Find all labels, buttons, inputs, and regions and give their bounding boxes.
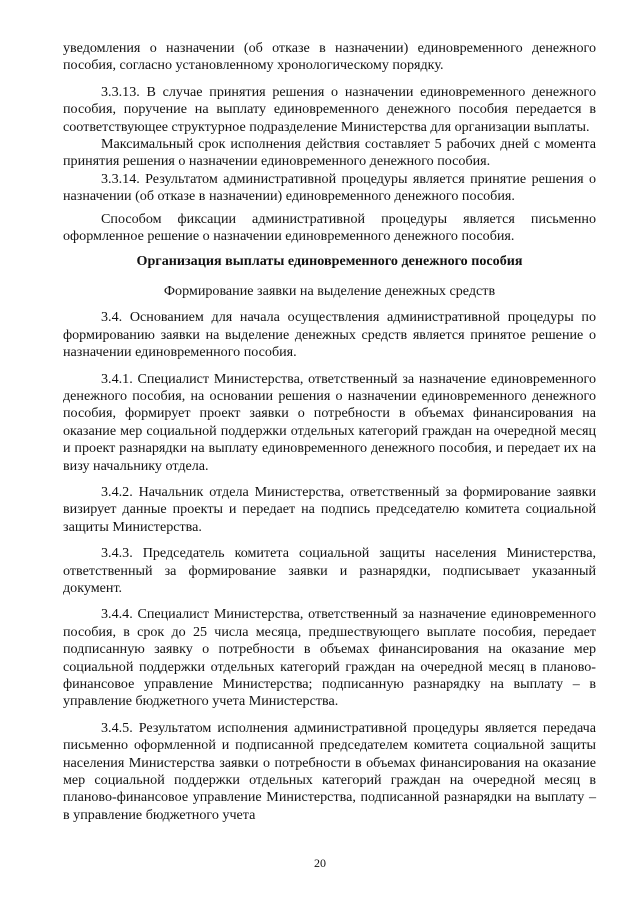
paragraph-3-4-4: 3.4.4. Специалист Министерства, ответственный за назначение единовременного пособия, в срок до 25 числа месяца, предшествующего выплате пособия, передает подписанную заявку о потребности в объемах финансирования на оказание мер социальной поддержки отдельных категорий граждан на очередной месяц в планово-финансовое управление Министерства; подписанную разнарядку на выплату – в управление бюджетного учета Министерства. (63, 606, 596, 710)
paragraph-3-4-5: 3.4.5. Результатом исполнения административной процедуры является передача письменно оформленной и подписанной председателем комитета социальной защиты населения Министерства заявки о потребности в объемах финансирования на оказание мер социальной поддержки отдельных категорий граждан на очередной месяц в планово-финансовое управление Министерства, подписанной разнарядки на выплату – в управление бюджетного учета (63, 719, 596, 823)
paragraph-max-term: Максимальный срок исполнения действия составляет 5 рабочих дней с момента принятия решения о назначении единовременного денежного пособия. (63, 136, 596, 170)
document-page (63, 40, 596, 824)
paragraph-fixation: Способом фиксации административной процедуры является письменно оформленное решение о назначении единовременного денежного пособия. (63, 210, 596, 245)
paragraph-continuation: уведомления о назначении (об отказе в назначении) единовременного денежного пособия, согласно установленному хронологическому порядку. (63, 40, 596, 74)
paragraph-3-3-14: 3.3.14. Результатом административной процедуры является принятие решения о назначении (об отказе в назначении) единовременного денежного пособия. (63, 170, 596, 205)
paragraph-3-4-3: 3.4.3. Председатель комитета социальной защиты населения Министерства, ответственный за формирование заявки и разнарядки, подписывает указанный документ. (63, 545, 596, 596)
section-subheading: Формирование заявки на выделение денежных средств (163, 282, 496, 299)
page-number: 20 (314, 856, 326, 870)
paragraph-3-4: 3.4. Основанием для начала осуществления административной процедуры по формированию заявки на выделение денежных средств является принятое решение о назначении единовременного пособия. (63, 309, 596, 361)
paragraph-3-4-1: 3.4.1. Специалист Министерства, ответственный за назначение единовременного денежного пособия, на основании решения о назначении единовременного денежного пособия, формирует проект заявки о потребности в объемах финансирования на оказание мер социальной поддержки отдельных категорий граждан на очередной месяц и проект разнарядки на выплату единовременного денежного пособия, и передает их на визу начальнику отдела. (63, 370, 596, 474)
paragraph-3-3-13: 3.3.13. В случае принятия решения о назначении единовременного денежного пособия, поручение на выплату единовременного денежного пособия передается в соответствующее структурное подразделение Министерства для организации выплаты. (63, 83, 596, 135)
paragraph-3-4-2: 3.4.2. Начальник отдела Министерства, ответственный за формирование заявки визирует данные проекты и передает на подпись председателю комитета социальной защиты Министерства. (63, 483, 596, 535)
section-heading: Организация выплаты единовременного денежного пособия (136, 253, 523, 270)
